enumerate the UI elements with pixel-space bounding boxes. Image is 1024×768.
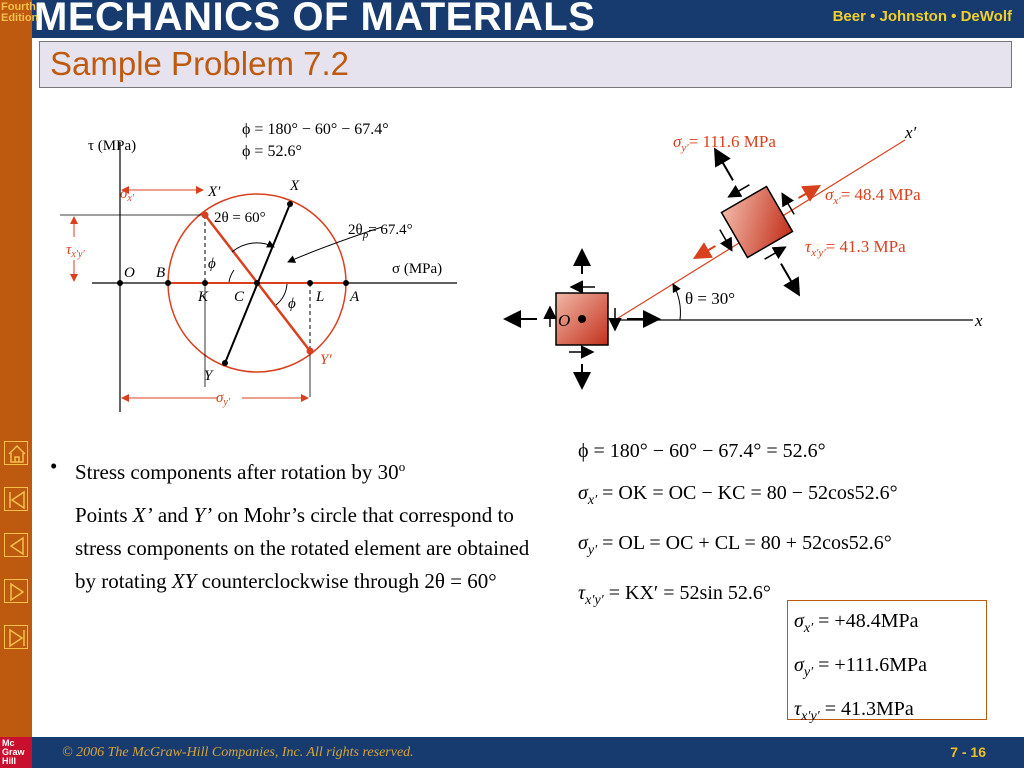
edition-line-1: Fourth [1,1,36,13]
phi-eq-2: ϕ = 52.6° [242,143,302,160]
home-button[interactable] [4,441,28,465]
slide-title: Sample Problem 7.2 [50,45,349,82]
rotated-element-diagram [495,112,995,402]
sigma-x-result-label: $\sigma_{x'}= 48.4$ MPa [825,185,921,207]
para-text-2: and [152,503,194,527]
last-slide-icon [5,626,29,650]
para-text-4: counterclockwise through [196,569,425,593]
previous-slide-button[interactable] [4,533,28,557]
two-theta-p-label: $2\theta_p= 67.4^\circ$ [348,222,413,241]
bullet-paragraph [50,499,550,598]
label-O: O [124,265,135,281]
label-K: K [198,289,209,305]
page-number: 7 - 16 [950,744,986,760]
edition-line-2: Edition [1,12,39,24]
home-icon [5,442,29,466]
para-xy: XY [171,569,197,593]
x-axis-label: x [975,311,983,330]
equation-3: $\sigma_{y'}$ = OL = OC + CL = 80 + 52cos52.6° [578,532,892,558]
result-sigma-y: $\sigma_{y'} = +111.6MPa$ [794,654,928,680]
label-X: X [290,178,300,194]
next-slide-icon [5,580,29,604]
bullet-item [50,450,550,489]
tau-dim-label: $\tau_{x'y'}$ [66,242,85,260]
previous-slide-icon [5,534,29,558]
bullet-text-block [50,450,550,598]
bullet-text: Stress components after rotation by 30 [75,460,399,484]
label-X-prime: X′ [208,184,221,200]
phi-angle-1: ϕ [208,256,216,272]
result-sigma-x: $\sigma_{x'} = +48.4MPa$ [794,610,919,636]
mohr-circle-diagram [52,112,472,412]
copyright: © 2006 The McGraw-Hill Companies, Inc. All rights reserved. [62,745,414,760]
mcgraw-hill-logo: Mc Graw Hill [0,737,32,768]
equation-2: $\sigma_{x'}$ = OK = OC − KC = 80 − 52cos52.6° [578,482,898,508]
result-tau: $\tau_{x'y'} = 41.3MPa$ [794,698,914,724]
equations-block [578,430,898,622]
sigma-x-dim-label: $\sigma_{x'}$ [120,186,135,204]
bullet-dot: • [50,454,58,478]
equation-4: $\tau_{x'y'} = KX' = 52\sin$ 52.6° [578,582,771,608]
title-box [39,41,1012,88]
first-slide-icon [5,488,29,512]
label-C: C [234,289,245,305]
sigma-y-dim-label: $\sigma_{y'}$ [216,390,231,408]
para-text-3: on Mohr’s circle that correspond to stress components on the rotated element are obtained by rotating [75,503,530,593]
origin-label: O [558,311,571,330]
tau-result-label: $\tau_{x'y'}= 41.3$ MPa [805,237,906,259]
sigma-axis-label: σ (MPa) [392,261,443,277]
label-L: L [316,289,325,305]
authors: Beer • Johnston • DeWolf [832,8,1012,25]
label-A: A [350,289,360,305]
para-text-1: Points [75,503,133,527]
bottom-bar [0,737,1024,768]
next-slide-button[interactable] [4,579,28,603]
equation-1: ϕ = 180° − 60° − 67.4° = 52.6° [578,440,826,462]
bullet-sup: o [398,459,406,474]
top-bar [0,0,1024,38]
course-title: MECHANICS OF MATERIALS [34,0,596,39]
sigma-y-result-label: $\sigma_{y'}= 111.6$ MPa [673,132,776,154]
label-Y-prime: Y′ [320,352,332,368]
side-bar [0,0,39,768]
edition-label [1,1,39,24]
two-theta-label: 2θ = 60° [214,210,266,226]
para-y: Y’ [193,503,213,527]
label-B: B [156,265,166,281]
para-angle: 2θ = 60° [424,569,497,593]
phi-angle-2: ϕ [288,296,296,312]
phi-eq-1: ϕ = 180° − 60° − 67.4° [242,121,389,138]
last-slide-button[interactable] [4,625,28,649]
xprime-axis-label: x′ [905,123,917,142]
theta-label: θ = 30° [685,289,736,308]
first-slide-button[interactable] [4,487,28,511]
para-x: X’ [132,503,153,527]
tau-axis-label: τ (MPa) [88,138,137,154]
label-Y: Y [204,368,213,384]
results-box [787,600,987,724]
